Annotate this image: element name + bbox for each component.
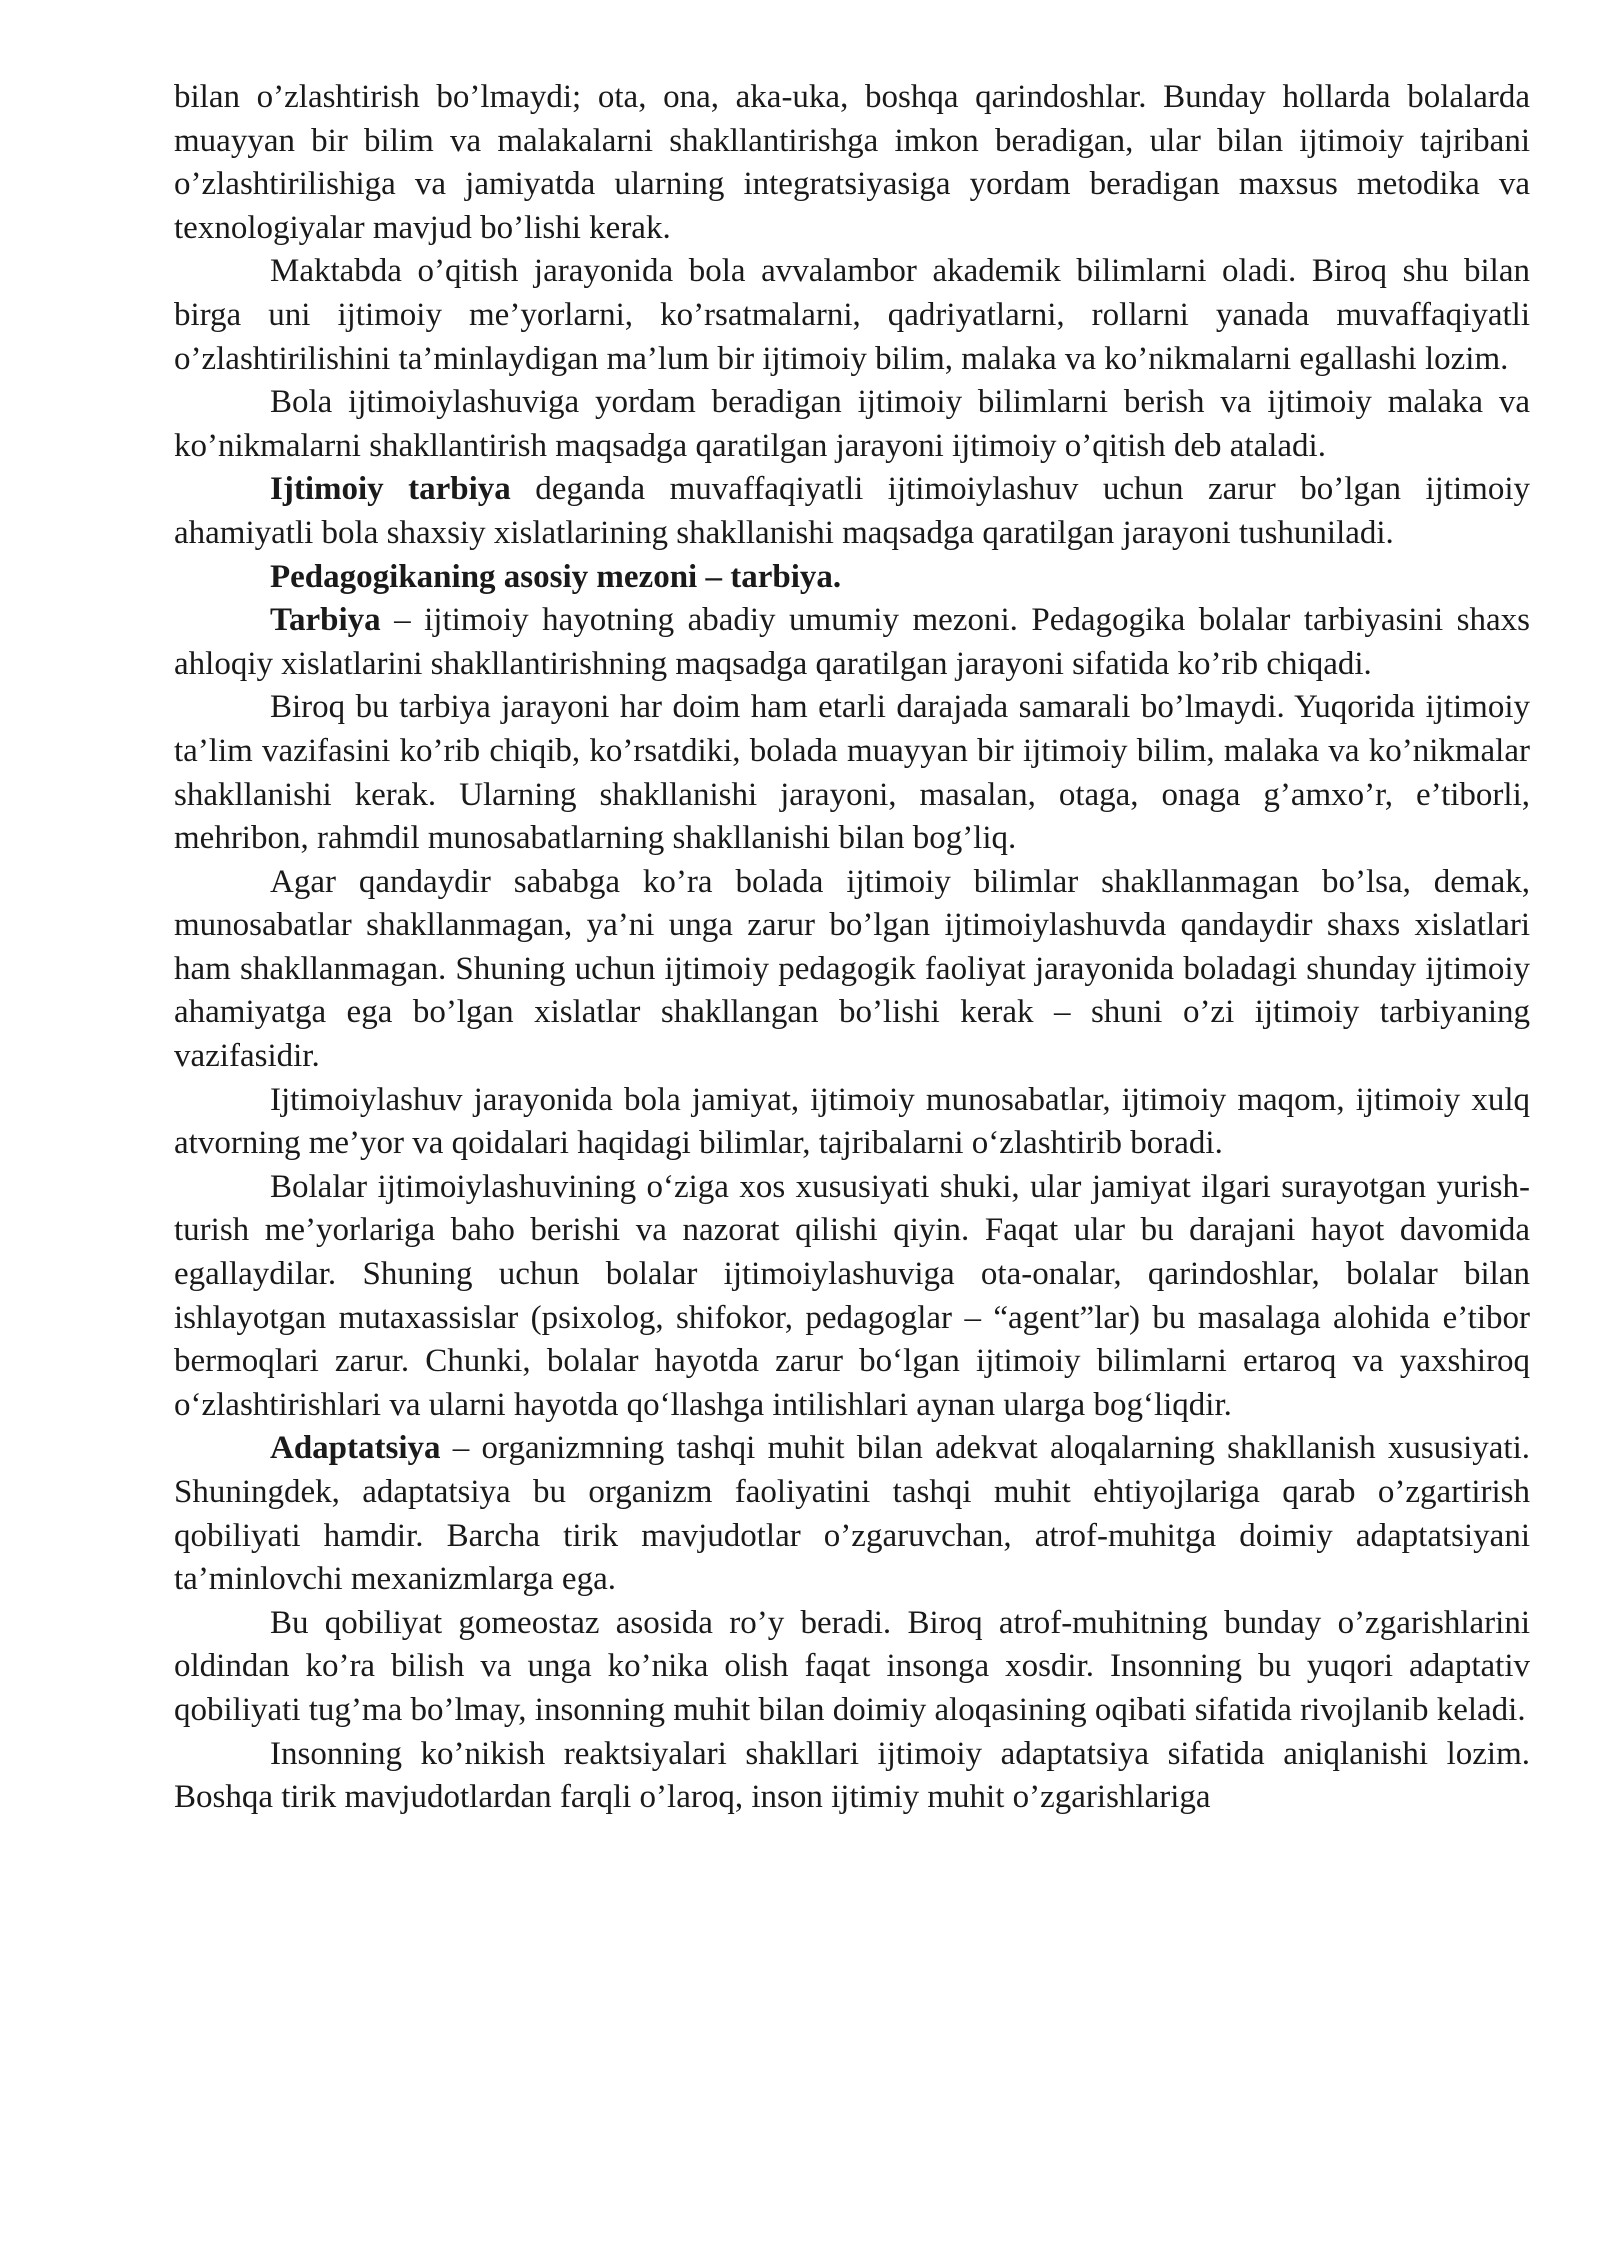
paragraph (174, 468, 1530, 555)
section-heading (174, 556, 1530, 600)
paragraph (174, 381, 1530, 468)
paragraph (174, 599, 1530, 686)
term-heading: Ijtimoiy tarbiya (270, 471, 511, 508)
section-heading-text: Pedagogikaning asosiy mezoni – tarbiya. (270, 558, 842, 595)
paragraph-text: Agar qandaydir sababga ko’ra bolada ijtimoiy bilimlar shakllanmagan bo’lsa, demak, munosabatlar shakllanmagan, ya’ni unga zarur bo’lgan ijtimoiylashuvda qandaydir shaxs xislatlari ham shakllanmagan. Shuning uchun ijtimoiy pedagogik faoliyat jarayonida boladagi shunday ijtimoiy ahamiyatga ega bo’lgan xislatlar shakllangan bo’lishi kerak – shuni o’zi ijtimoiy tarbiyaning vazifasidir. (174, 863, 1530, 1075)
paragraph (174, 1602, 1530, 1733)
paragraph-text: Ijtimoiylashuv jarayonida bola jamiyat, ijtimoiy munosabatlar, ijtimoiy maqom, ijtimoiy xulq atvorning me’yor va qoidalari haqidagi bilimlar, tajribalarni o‘zlashtirib boradi. (174, 1081, 1530, 1162)
paragraph-text: Biroq bu tarbiya jarayoni har doim ham etarli darajada samarali bo’lmaydi. Yuqorida ijtimoiy ta’lim vazifasini ko’rib chiqib, ko’rsatdiki, bolada muayyan bir ijtimoiy bilim, malaka va ko’nikmalar shakllanishi kerak. Ularning shakllanishi jarayoni, masalan, otaga, onaga g’amxo’r, e’tiborli, mehribon, rahmdil munosabatlarning shakllanishi bilan bog’liq. (174, 689, 1530, 857)
paragraph-text: bilan o’zlashtirish bo’lmaydi; ota, ona, aka-uka, boshqa qarindoshlar. Bunday hollarda bolalarda muayyan bir bilim va malakalarni shakllantirishga imkon beradigan, ular bilan ijtimoiy tajribani o’zlashtirilishiga va jamiyatda ularning integratsiyasiga yordam beradigan maxsus metodika va texnologiyalar mavjud bo’lishi kerak. (174, 79, 1530, 246)
paragraph (174, 1733, 1530, 1820)
term-heading: Adaptatsiya (270, 1430, 441, 1467)
paragraph-text: Insonning ko’nikish reaktsiyalari shakllari ijtimoiy adaptatsiya sifatida aniqlanishi lozim. Boshqa tirik mavjudotlardan farqli o’laroq, inson ijtimiy muhit o’zgarishlariga (174, 1735, 1530, 1816)
paragraph-text: Bola ijtimoiylashuviga yordam beradigan ijtimoiy bilimlarni berish va ijtimoiy malaka va ko’nikmalarni shakllantirish maqsadga qaratilgan jarayoni ijtimoiy o’qitish deb ataladi. (174, 384, 1530, 464)
paragraph (174, 1079, 1530, 1166)
paragraph-text: Bolalar ijtimoiylashuvining o‘ziga xos xususiyati shuki, ular jamiyat ilgari surayotgan yurish-turish me’yorlariga baho berishi va nazorat qilishi qiyin. Faqat ular bu darajani hayot davomida egallaydilar. Shuning uchun bolalar ijtimoiylashuviga ota-onalar, qarindoshlar, bolalar bilan ishlayotgan mutaxassislar (psixolog, shifokor, pedagoglar – “agent”lar) bu masalaga alohida e’tibor bermoqlari zarur. Chunki, bolalar hayotda zarur bo‘lgan ijtimoiy bilimlarni ertaroq va yaxshiroq o‘zlashtirishlari va ularni hayotda qo‘llashga intilishlari aynan ularga bog‘liqdir. (174, 1168, 1530, 1423)
paragraph (174, 76, 1530, 250)
paragraph-text: – ijtimoiy hayotning abadiy umumiy mezoni. Pedagogika bolalar tarbiyasini shaxs ahloqiy xislatlarini shakllantirishning maqsadga qaratilgan jarayoni sifatida ko’rib chiqadi. (174, 602, 1530, 682)
paragraph-text: Maktabda o’qitish jarayonida bola avvalambor akademik bilimlarni oladi. Biroq shu bilan birga uni ijtimoiy me’yorlarni, ko’rsatmalarni, qadriyatlarni, rollarni yanada muvaffaqiyatli o’zlashtirilishini ta’minlaydigan ma’lum bir ijtimoiy bilim, malaka va ko’nikmalarni egallashi lozim. (174, 253, 1530, 377)
paragraph (174, 861, 1530, 1079)
term-heading: Tarbiya (270, 602, 381, 639)
paragraph (174, 686, 1530, 860)
document-page (174, 76, 1530, 1820)
paragraph-text: – organizmning tashqi muhit bilan adekvat aloqalarning shakllanish xususiyati. Shuningdek, adaptatsiya bu organizm faoliyatini tashqi muhit ehtiyojlariga qarab o’zgartirish qobiliyati hamdir. Barcha tirik mavjudotlar o’zgaruvchan, atrof-muhitga doimiy adaptatsiyani ta’minlovchi mexanizmlarga ega. (174, 1430, 1530, 1598)
paragraph-text: deganda muvaffaqiyatli ijtimoiylashuv uchun zarur bo’lgan ijtimoiy ahamiyatli bola shaxsiy xislatlarining shakllanishi maqsadga qaratilgan jarayoni tushuniladi. (174, 471, 1530, 551)
paragraph (174, 1166, 1530, 1428)
paragraph-text: Bu qobiliyat gomeostaz asosida ro’y beradi. Biroq atrof-muhitning bunday o’zgarishlarini oldindan ko’ra bilish va unga ko’nika olish faqat insonga xosdir. Insonning bu yuqori adaptativ qobiliyati tug’ma bo’lmay, insonning muhit bilan doimiy aloqasining oqibati sifatida rivojlanib keladi. (174, 1604, 1530, 1728)
paragraph (174, 1427, 1530, 1601)
paragraph (174, 250, 1530, 381)
